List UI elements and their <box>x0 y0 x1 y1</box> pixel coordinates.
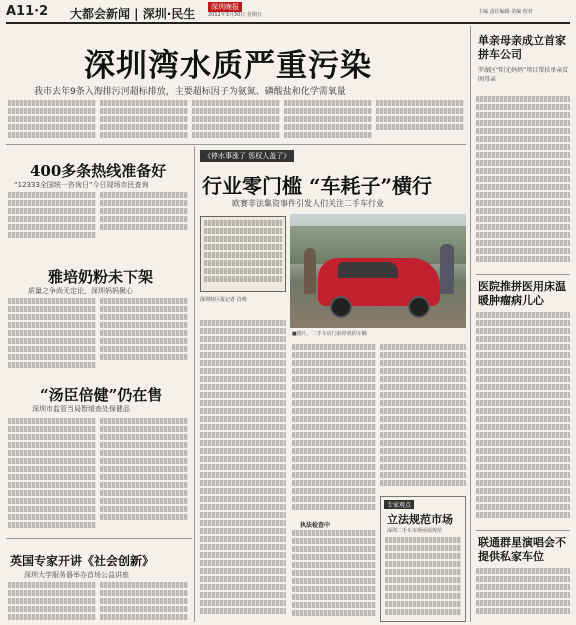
milk-body-col2 <box>100 298 188 370</box>
hospital-body <box>476 312 570 524</box>
waste-kicker: 《停水事涨了 惩权人盖了》 <box>200 150 294 162</box>
date-line: 2012年3月30日 星期五 <box>208 12 262 18</box>
lead-body-col4 <box>284 100 372 140</box>
column-divider-right <box>470 26 471 622</box>
expert-body-col2 <box>100 582 188 622</box>
right-rule-1 <box>476 274 570 275</box>
right-rule-2 <box>476 530 570 531</box>
milk-headline: 雅培奶粉未下架 <box>48 268 154 286</box>
market-box-tag: 专家观点 <box>384 500 414 509</box>
section-rule-2 <box>6 538 192 539</box>
right-meta: 主编 责任编辑 美编 校对 <box>478 9 533 15</box>
column-divider-left <box>194 146 195 622</box>
lead-body-col3 <box>192 100 280 140</box>
lead-body-col2 <box>100 100 188 140</box>
waste-headline: 行业零门槛 “车耗子”横行 <box>202 174 432 198</box>
masthead <box>0 0 576 22</box>
waste-body-col2 <box>292 344 376 518</box>
hotline-body-col2 <box>100 192 188 244</box>
lead-body-col1 <box>8 100 96 140</box>
car-window <box>338 262 398 278</box>
car-wheel-rear <box>408 296 430 318</box>
enforce-body <box>292 530 376 620</box>
lead-subhead: 我市去年9条入海排污河超标排放，主要超标因子为氨氮、磷酸盐和化学需氧量 <box>34 87 346 97</box>
person-figure-2 <box>304 248 316 294</box>
page-number: A11·2 <box>6 4 49 19</box>
waste-body-col1 <box>200 320 286 620</box>
spring-body-col2 <box>100 418 188 530</box>
lead-headline: 深圳湾水质严重污染 <box>84 48 372 84</box>
market-subhead: 深圳二手车市场亟需规范 <box>387 528 443 534</box>
spring-subhead: 深圳市监管当局暂缓查处保健品 <box>32 405 130 413</box>
photo-caption: ■图片，二手车店门前停放的车辆 <box>292 331 367 337</box>
expert-subhead: 深圳大学服务器举办首场公益讲座 <box>24 571 129 579</box>
masthead-rule <box>6 22 570 24</box>
enforce-subtitle: 执法检查中 <box>300 522 331 529</box>
waste-subhead: 欧赛非法集资事件引发人们关注二手车行业 <box>232 199 384 208</box>
milk-subhead: 质量之争尚无定论，深圳妈妈揪心 <box>28 287 133 295</box>
union-body <box>476 568 570 622</box>
spring-headline: “汤臣倍健”仍在售 <box>40 386 163 404</box>
hotline-subhead: “12333全国统一咨询日”今日现场市民查询 <box>14 181 149 189</box>
used-car-photo <box>290 214 466 328</box>
waste-intro-box <box>200 216 286 292</box>
single-mom-subhead: 罗湖区“阳光妈妈”项目帮扶单亲贫困母亲 <box>478 67 569 83</box>
edition-label: 大都会新闻 | 深圳·民生 <box>70 7 196 21</box>
hotline-body-col1 <box>8 192 96 244</box>
person-figure <box>440 244 454 294</box>
market-headline: 立法规范市场 <box>387 513 453 526</box>
paper-name-logo: 深圳晚报 <box>208 2 242 12</box>
lead-body-col5 <box>376 100 464 140</box>
car-wheel-front <box>330 296 352 318</box>
waste-byline: 深圳特区报记者 肖明 <box>200 297 247 303</box>
waste-body-col3 <box>380 344 466 494</box>
hospital-headline: 医院推拼医用床温暖肿瘤病儿心 <box>478 280 566 307</box>
section-rule-1 <box>6 144 466 145</box>
single-mom-headline: 单亲母亲成立首家拼车公司 <box>478 34 566 61</box>
market-body <box>385 537 461 619</box>
market-box <box>380 496 466 622</box>
union-headline: 联通群星演唱会不提供私家车位 <box>478 536 566 563</box>
hotline-headline: 400多条热线准备好 <box>30 162 167 180</box>
expert-headline: 英国专家开讲《社会创新》 <box>10 554 155 568</box>
single-mom-body <box>476 96 570 268</box>
spring-body-col1 <box>8 418 96 530</box>
milk-body-col1 <box>8 298 96 370</box>
expert-body-col1 <box>8 582 96 622</box>
